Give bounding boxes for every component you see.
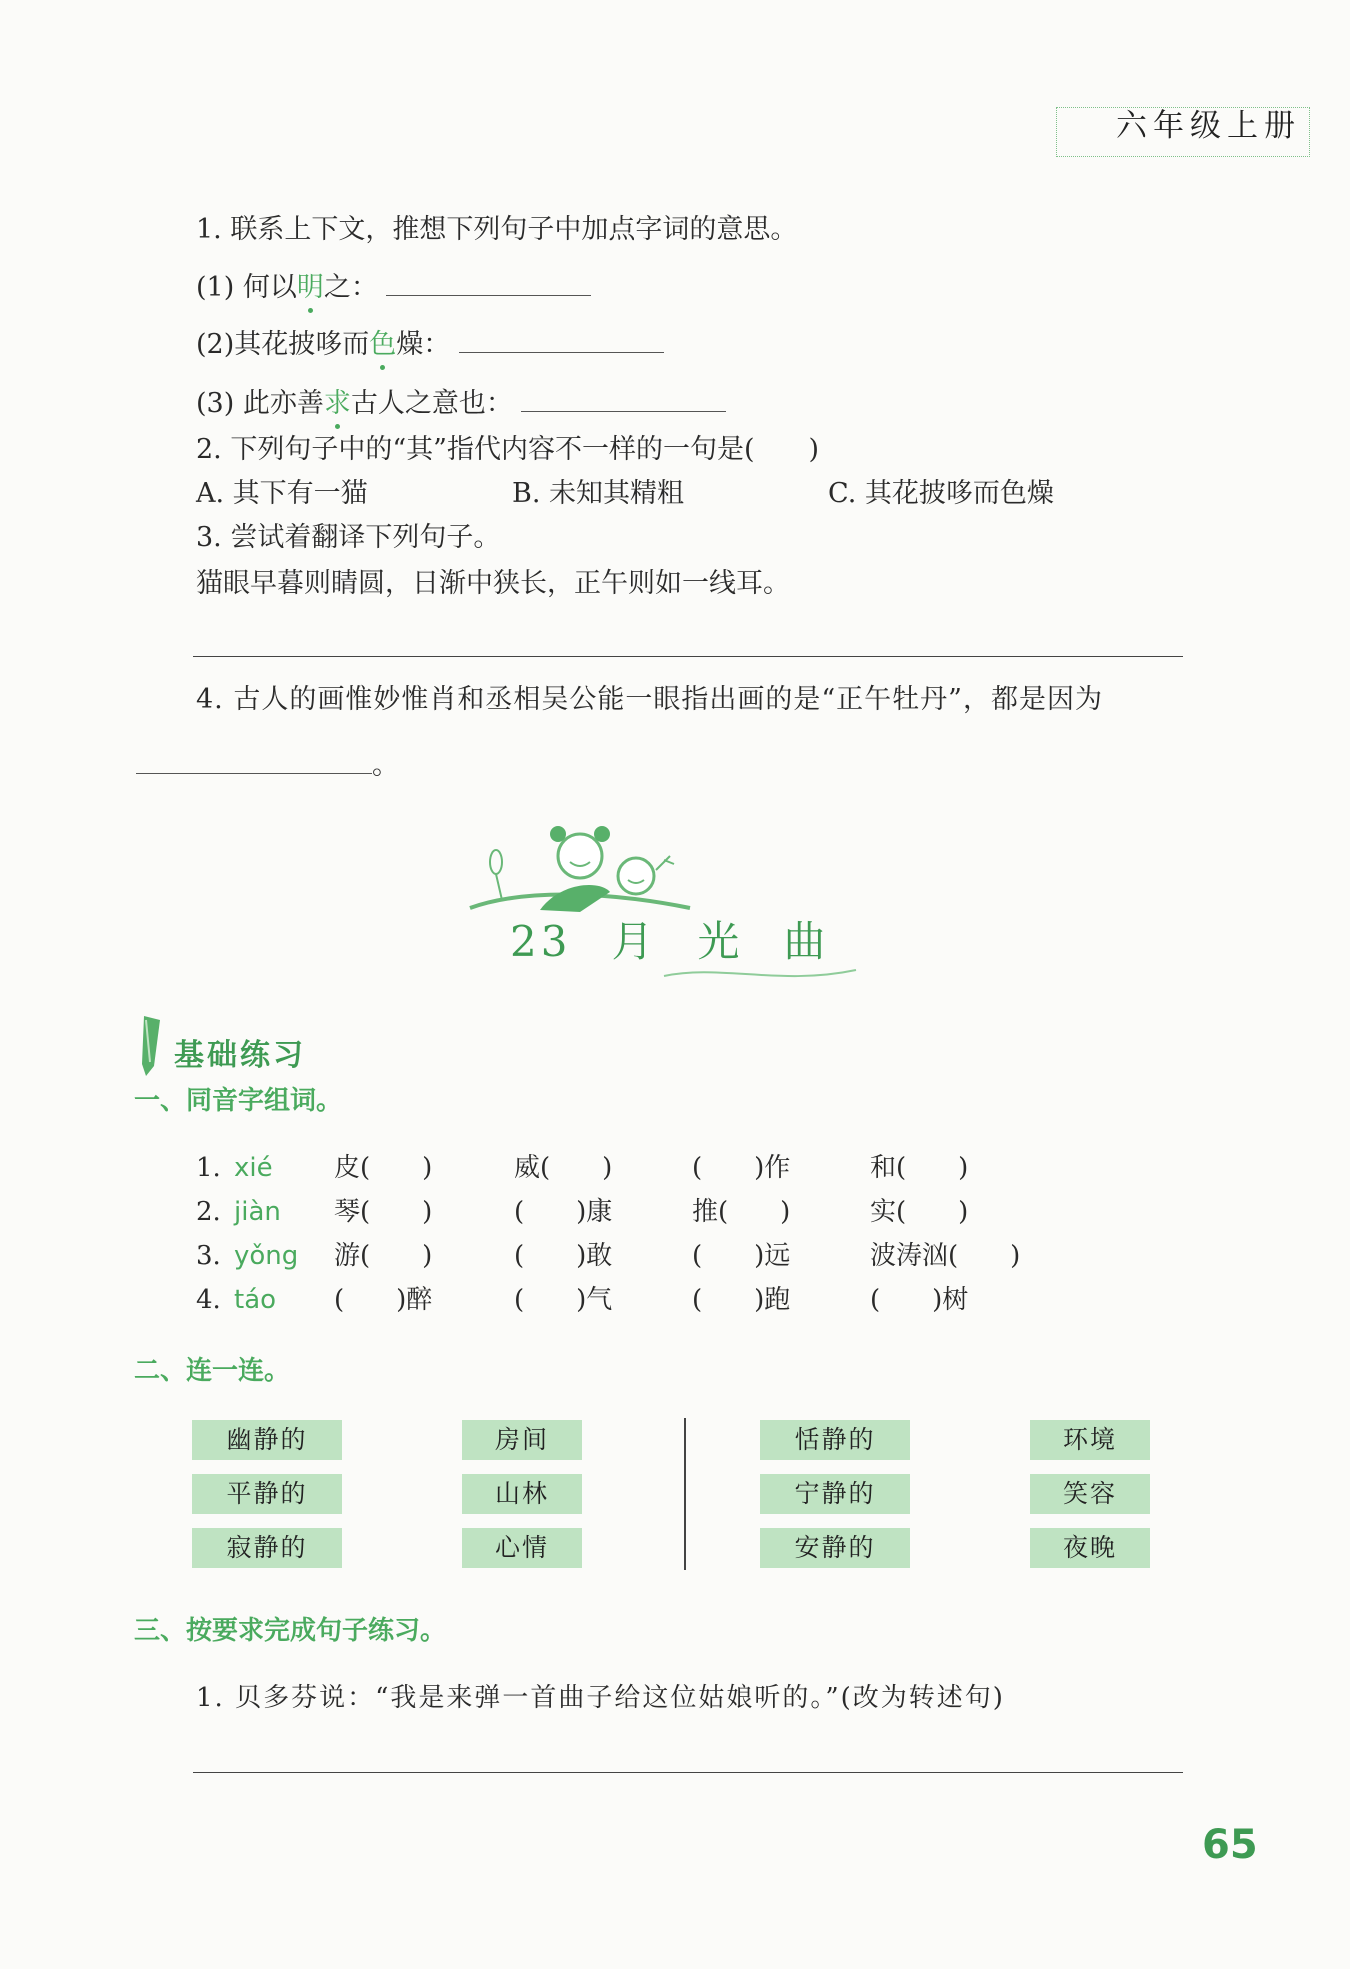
match-left-b-2[interactable]: 山林 bbox=[462, 1474, 582, 1514]
row-3-num: 3. bbox=[196, 1241, 221, 1271]
match-left-a-2[interactable]: 平静的 bbox=[192, 1474, 342, 1514]
q3-sentence: 猫眼早暮则睛圆，日渐中狭长，正午则如一线耳。 bbox=[196, 568, 790, 599]
row-4-num: 4. bbox=[196, 1285, 221, 1315]
row-3-cell-4[interactable]: 波涛汹( ) bbox=[870, 1241, 1021, 1271]
match-right-b-2[interactable]: 笑容 bbox=[1030, 1474, 1150, 1514]
q3-answer-line[interactable] bbox=[193, 656, 1183, 657]
grade-label: 六年级上册 bbox=[1108, 108, 1309, 144]
lesson-number: 23 bbox=[510, 917, 572, 966]
match-right-a-1[interactable]: 恬静的 bbox=[760, 1420, 910, 1460]
q2-option-a[interactable]: A. 其下有一猫 bbox=[196, 478, 368, 509]
row-2-cell-4[interactable]: 实( ) bbox=[870, 1197, 969, 1227]
match-left-b-3[interactable]: 心情 bbox=[462, 1528, 582, 1568]
q4-end: 。 bbox=[372, 750, 399, 781]
row-3-pinyin: yǒng bbox=[234, 1241, 299, 1271]
row-3-cell-2[interactable]: ( )敢 bbox=[514, 1241, 613, 1271]
q1-item-3-blank[interactable] bbox=[521, 387, 726, 412]
row-3-cell-3[interactable]: ( )远 bbox=[692, 1241, 791, 1271]
q1-item-1-dotted: 明 bbox=[297, 270, 324, 306]
section1-heading: 一、同音字组词。 bbox=[134, 1086, 343, 1116]
row-2-num: 2. bbox=[196, 1197, 221, 1227]
homophone-row-4 bbox=[196, 1282, 1096, 1318]
row-1-pinyin: xié bbox=[234, 1153, 273, 1183]
row-1-num: 1. bbox=[196, 1153, 221, 1183]
q4-answer bbox=[136, 748, 399, 784]
match-right-b-3[interactable]: 夜晚 bbox=[1030, 1528, 1150, 1568]
basic-practice-heading: 基础练习 bbox=[174, 1038, 306, 1073]
row-2-cell-1[interactable]: 琴( ) bbox=[334, 1197, 433, 1227]
row-4-pinyin: táo bbox=[234, 1285, 277, 1315]
q2-option-b[interactable]: B. 未知其精粗 bbox=[512, 478, 685, 509]
homophone-row-3 bbox=[196, 1238, 1096, 1274]
q4-prompt: 4. 古人的画惟妙惟肖和丞相吴公能一眼指出画的是“正午牡丹”，都是因为 bbox=[196, 684, 1103, 715]
match-right-b-1[interactable]: 环境 bbox=[1030, 1420, 1150, 1460]
section3-q1: 1. 贝多芬说：“我是来弹一首曲子给这位姑娘听的。”(改为转述句) bbox=[196, 1683, 1005, 1713]
q1-item-1-post: 之： bbox=[323, 272, 378, 303]
q1-item-1-pre: (1) 何以 bbox=[196, 272, 297, 303]
row-4-cell-2[interactable]: ( )气 bbox=[514, 1285, 613, 1315]
q1-item-2-dotted: 色 bbox=[369, 327, 396, 363]
q4-blank[interactable] bbox=[136, 749, 372, 774]
q1-item-3-dotted: 求 bbox=[324, 386, 351, 422]
q1-item-3 bbox=[196, 386, 726, 422]
match-divider bbox=[684, 1418, 686, 1570]
match-left-a-1[interactable]: 幽静的 bbox=[192, 1420, 342, 1460]
q2-prompt: 2. 下列句子中的“其”指代内容不一样的一句是( ) bbox=[196, 434, 820, 465]
q1-prompt: 1. 联系上下文，推想下列句子中加点字词的意思。 bbox=[196, 214, 798, 245]
row-1-cell-3[interactable]: ( )作 bbox=[692, 1153, 791, 1183]
match-left-b-1[interactable]: 房间 bbox=[462, 1420, 582, 1460]
pencil-icon bbox=[134, 1012, 164, 1078]
row-4-cell-1[interactable]: ( )醉 bbox=[334, 1285, 433, 1315]
q1-item-2 bbox=[196, 327, 664, 363]
q2-option-c[interactable]: C. 其花披哆而色燥 bbox=[828, 478, 1054, 509]
section3-answer-line[interactable] bbox=[193, 1772, 1183, 1773]
q1-item-2-pre: (2)其花披哆而 bbox=[196, 329, 370, 360]
homophone-row-1 bbox=[196, 1150, 1096, 1186]
lesson-title-char-2: 光 bbox=[697, 917, 744, 966]
q3-prompt: 3. 尝试着翻译下列句子。 bbox=[196, 522, 501, 553]
match-left-a-3[interactable]: 寂静的 bbox=[192, 1528, 342, 1568]
row-1-cell-1[interactable]: 皮( ) bbox=[334, 1153, 433, 1183]
lesson-title-char-3: 曲 bbox=[783, 917, 830, 966]
page-number: 65 bbox=[1202, 1822, 1258, 1868]
title-underline-wave bbox=[660, 960, 860, 986]
homophone-row-2 bbox=[196, 1194, 1096, 1230]
row-2-cell-3[interactable]: 推( ) bbox=[692, 1197, 791, 1227]
row-2-cell-2[interactable]: ( )康 bbox=[514, 1197, 613, 1227]
q1-item-3-post: 古人之意也： bbox=[350, 388, 513, 419]
row-1-cell-2[interactable]: 威( ) bbox=[514, 1153, 613, 1183]
kids-illustration bbox=[460, 820, 700, 920]
lesson-title-char-1: 月 bbox=[611, 917, 658, 966]
section3-heading: 三、按要求完成句子练习。 bbox=[134, 1616, 447, 1646]
row-3-cell-1[interactable]: 游( ) bbox=[334, 1241, 433, 1271]
match-right-a-3[interactable]: 安静的 bbox=[760, 1528, 910, 1568]
q1-item-1 bbox=[196, 270, 591, 306]
row-4-cell-3[interactable]: ( )跑 bbox=[692, 1285, 791, 1315]
row-2-pinyin: jiàn bbox=[234, 1197, 281, 1227]
match-right-a-2[interactable]: 宁静的 bbox=[760, 1474, 910, 1514]
q1-item-2-blank[interactable] bbox=[459, 328, 664, 353]
section2-heading: 二、连一连。 bbox=[134, 1356, 291, 1386]
row-4-cell-4[interactable]: ( )树 bbox=[870, 1285, 969, 1315]
row-1-cell-4[interactable]: 和( ) bbox=[870, 1153, 969, 1183]
q1-item-1-blank[interactable] bbox=[386, 271, 591, 296]
q1-item-2-post: 燥： bbox=[396, 329, 451, 360]
q1-item-3-pre: (3) 此亦善 bbox=[196, 388, 324, 419]
